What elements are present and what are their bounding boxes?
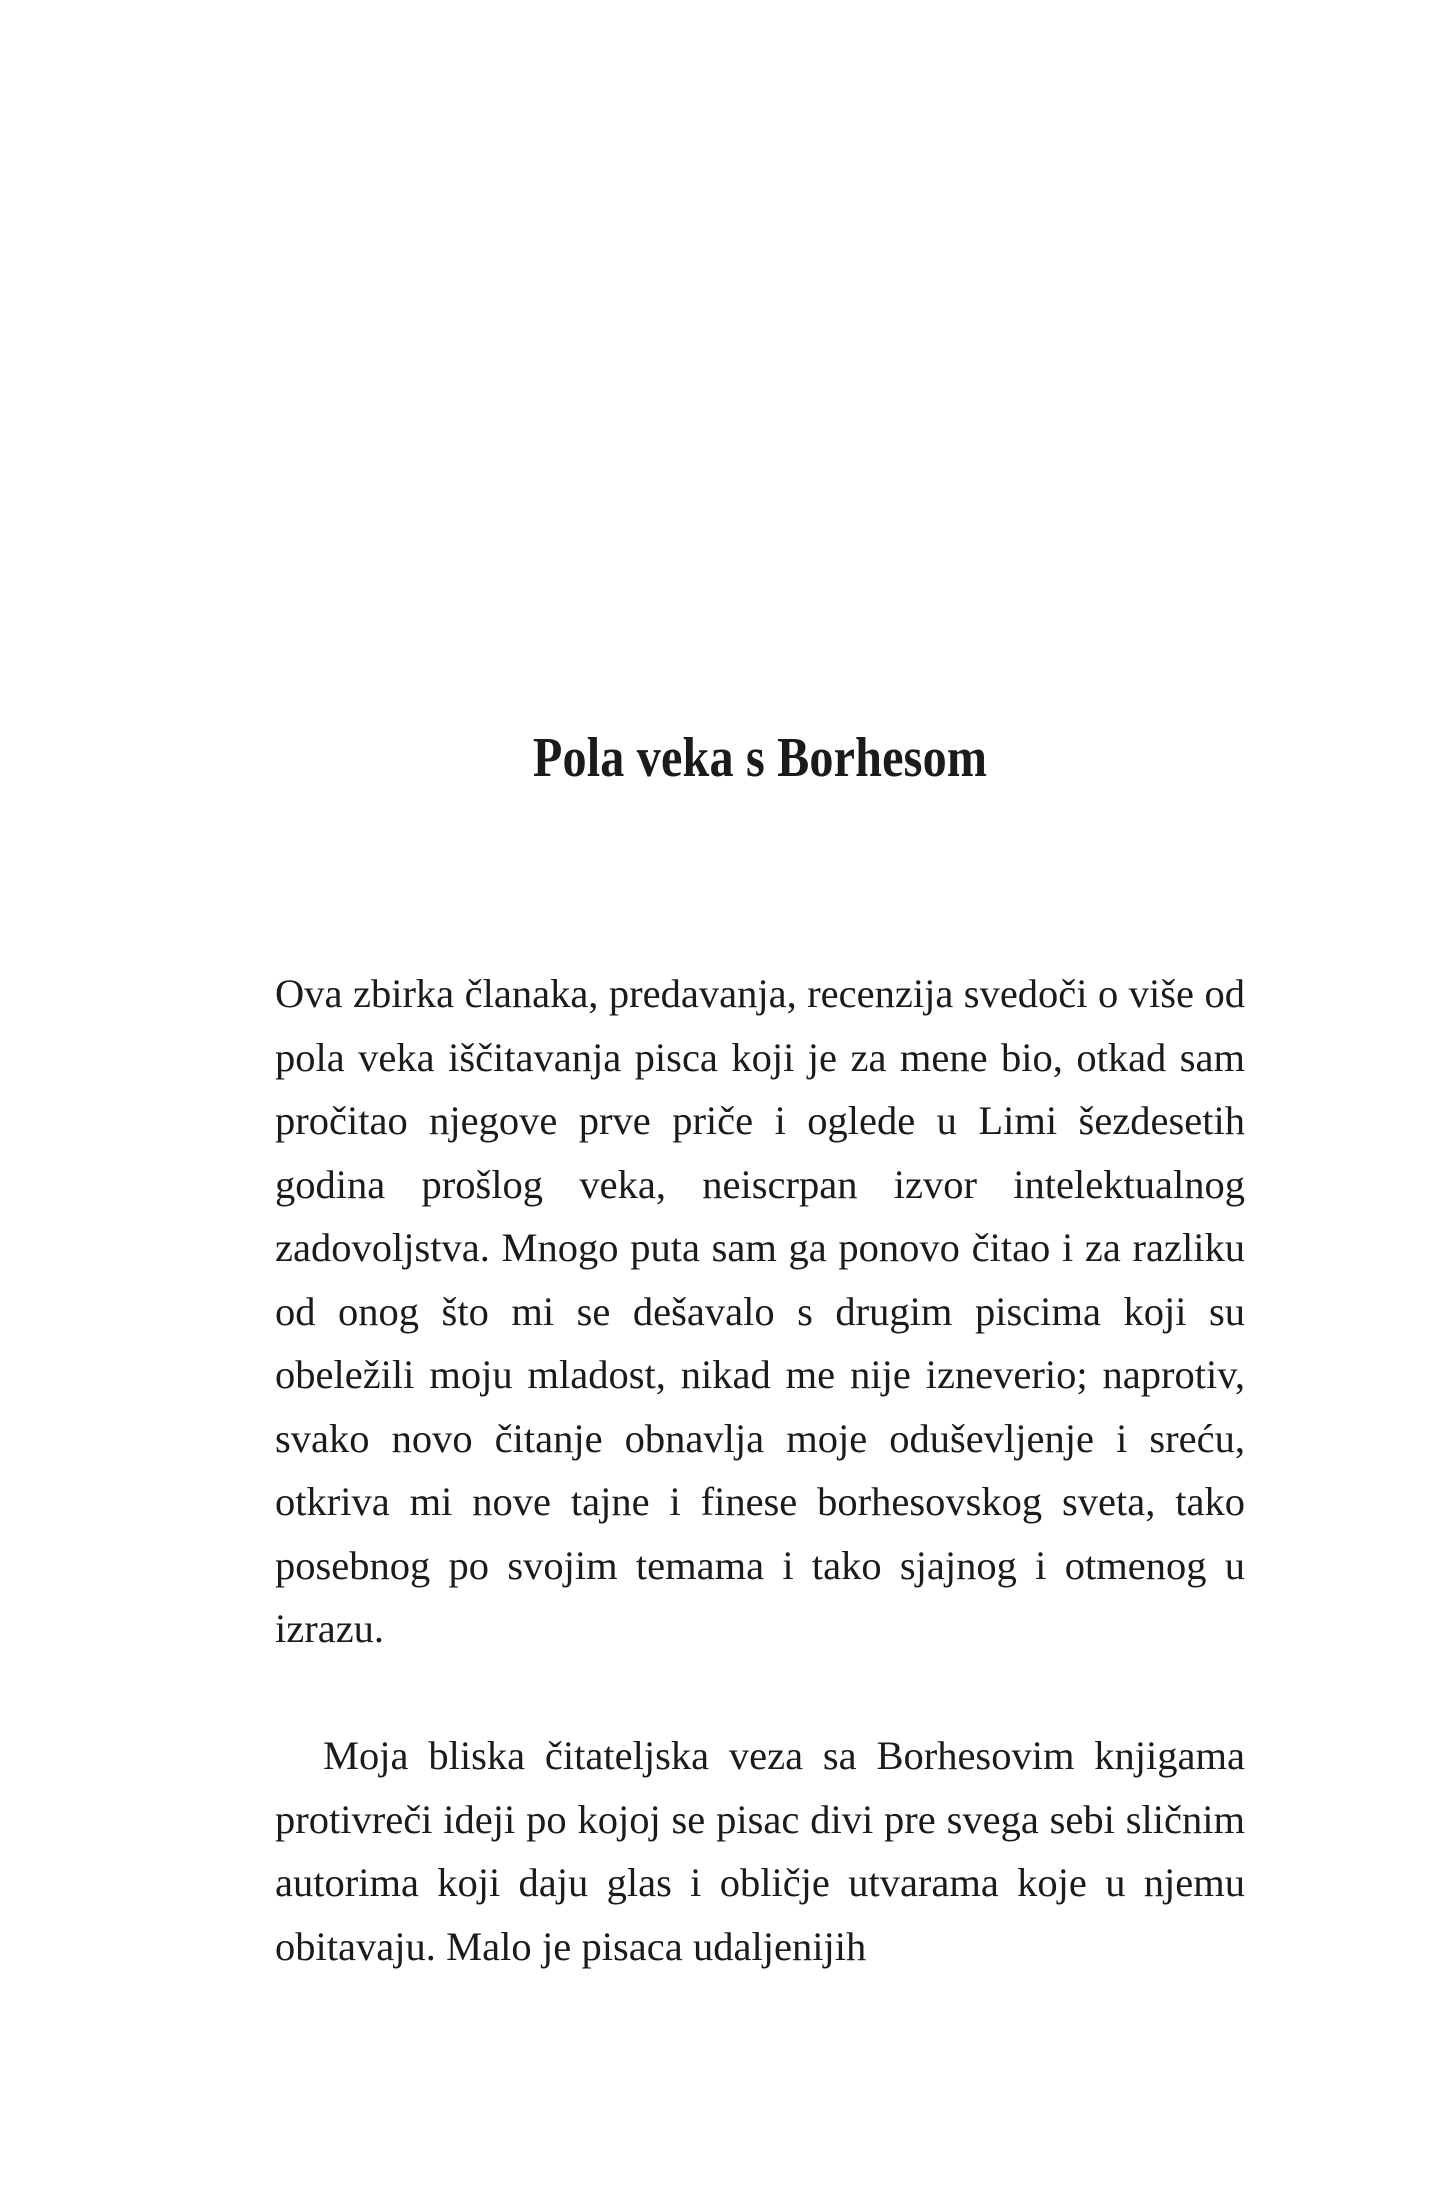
- page-content-column: [275, 0, 1245, 2189]
- paragraph-1: Ova zbirka članaka, predavanja, recenzija svedoči o više od pola veka iščitavanja pisca koji je za mene bio, otkad sam pročitao njegove prve priče i oglede u Limi šezdesetih godina prošlog veka, neiscrpan izvor intelektualnog zadovoljstva. Mnogo puta sam ga ponovo čitao i za razliku od onog što mi se dešavalo s drugim piscima koji su obeležili moju mladost, nikad me nije izneverio; naprotiv, svako novo čitanje obnavlja moje oduševljenje i sreću, otkriva mi nove tajne i finese borhesovskog sveta, tako posebnog po svojim temama i tako sjajnog i otmenog u izrazu.: [275, 971, 1245, 1651]
- paragraph-2: Moja bliska čitateljska veza sa Borhesovim knjigama protivreči ideji po kojoj se pisac divi pre svega sebi sličnim autorima koji daju glas i obličje utvarama koje u njemu obitavaju. Malo je pisaca udaljenijih: [275, 1733, 1245, 1969]
- body-text-block: [275, 962, 1245, 1978]
- chapter-title: Pola veka s Borhesom: [532, 726, 988, 789]
